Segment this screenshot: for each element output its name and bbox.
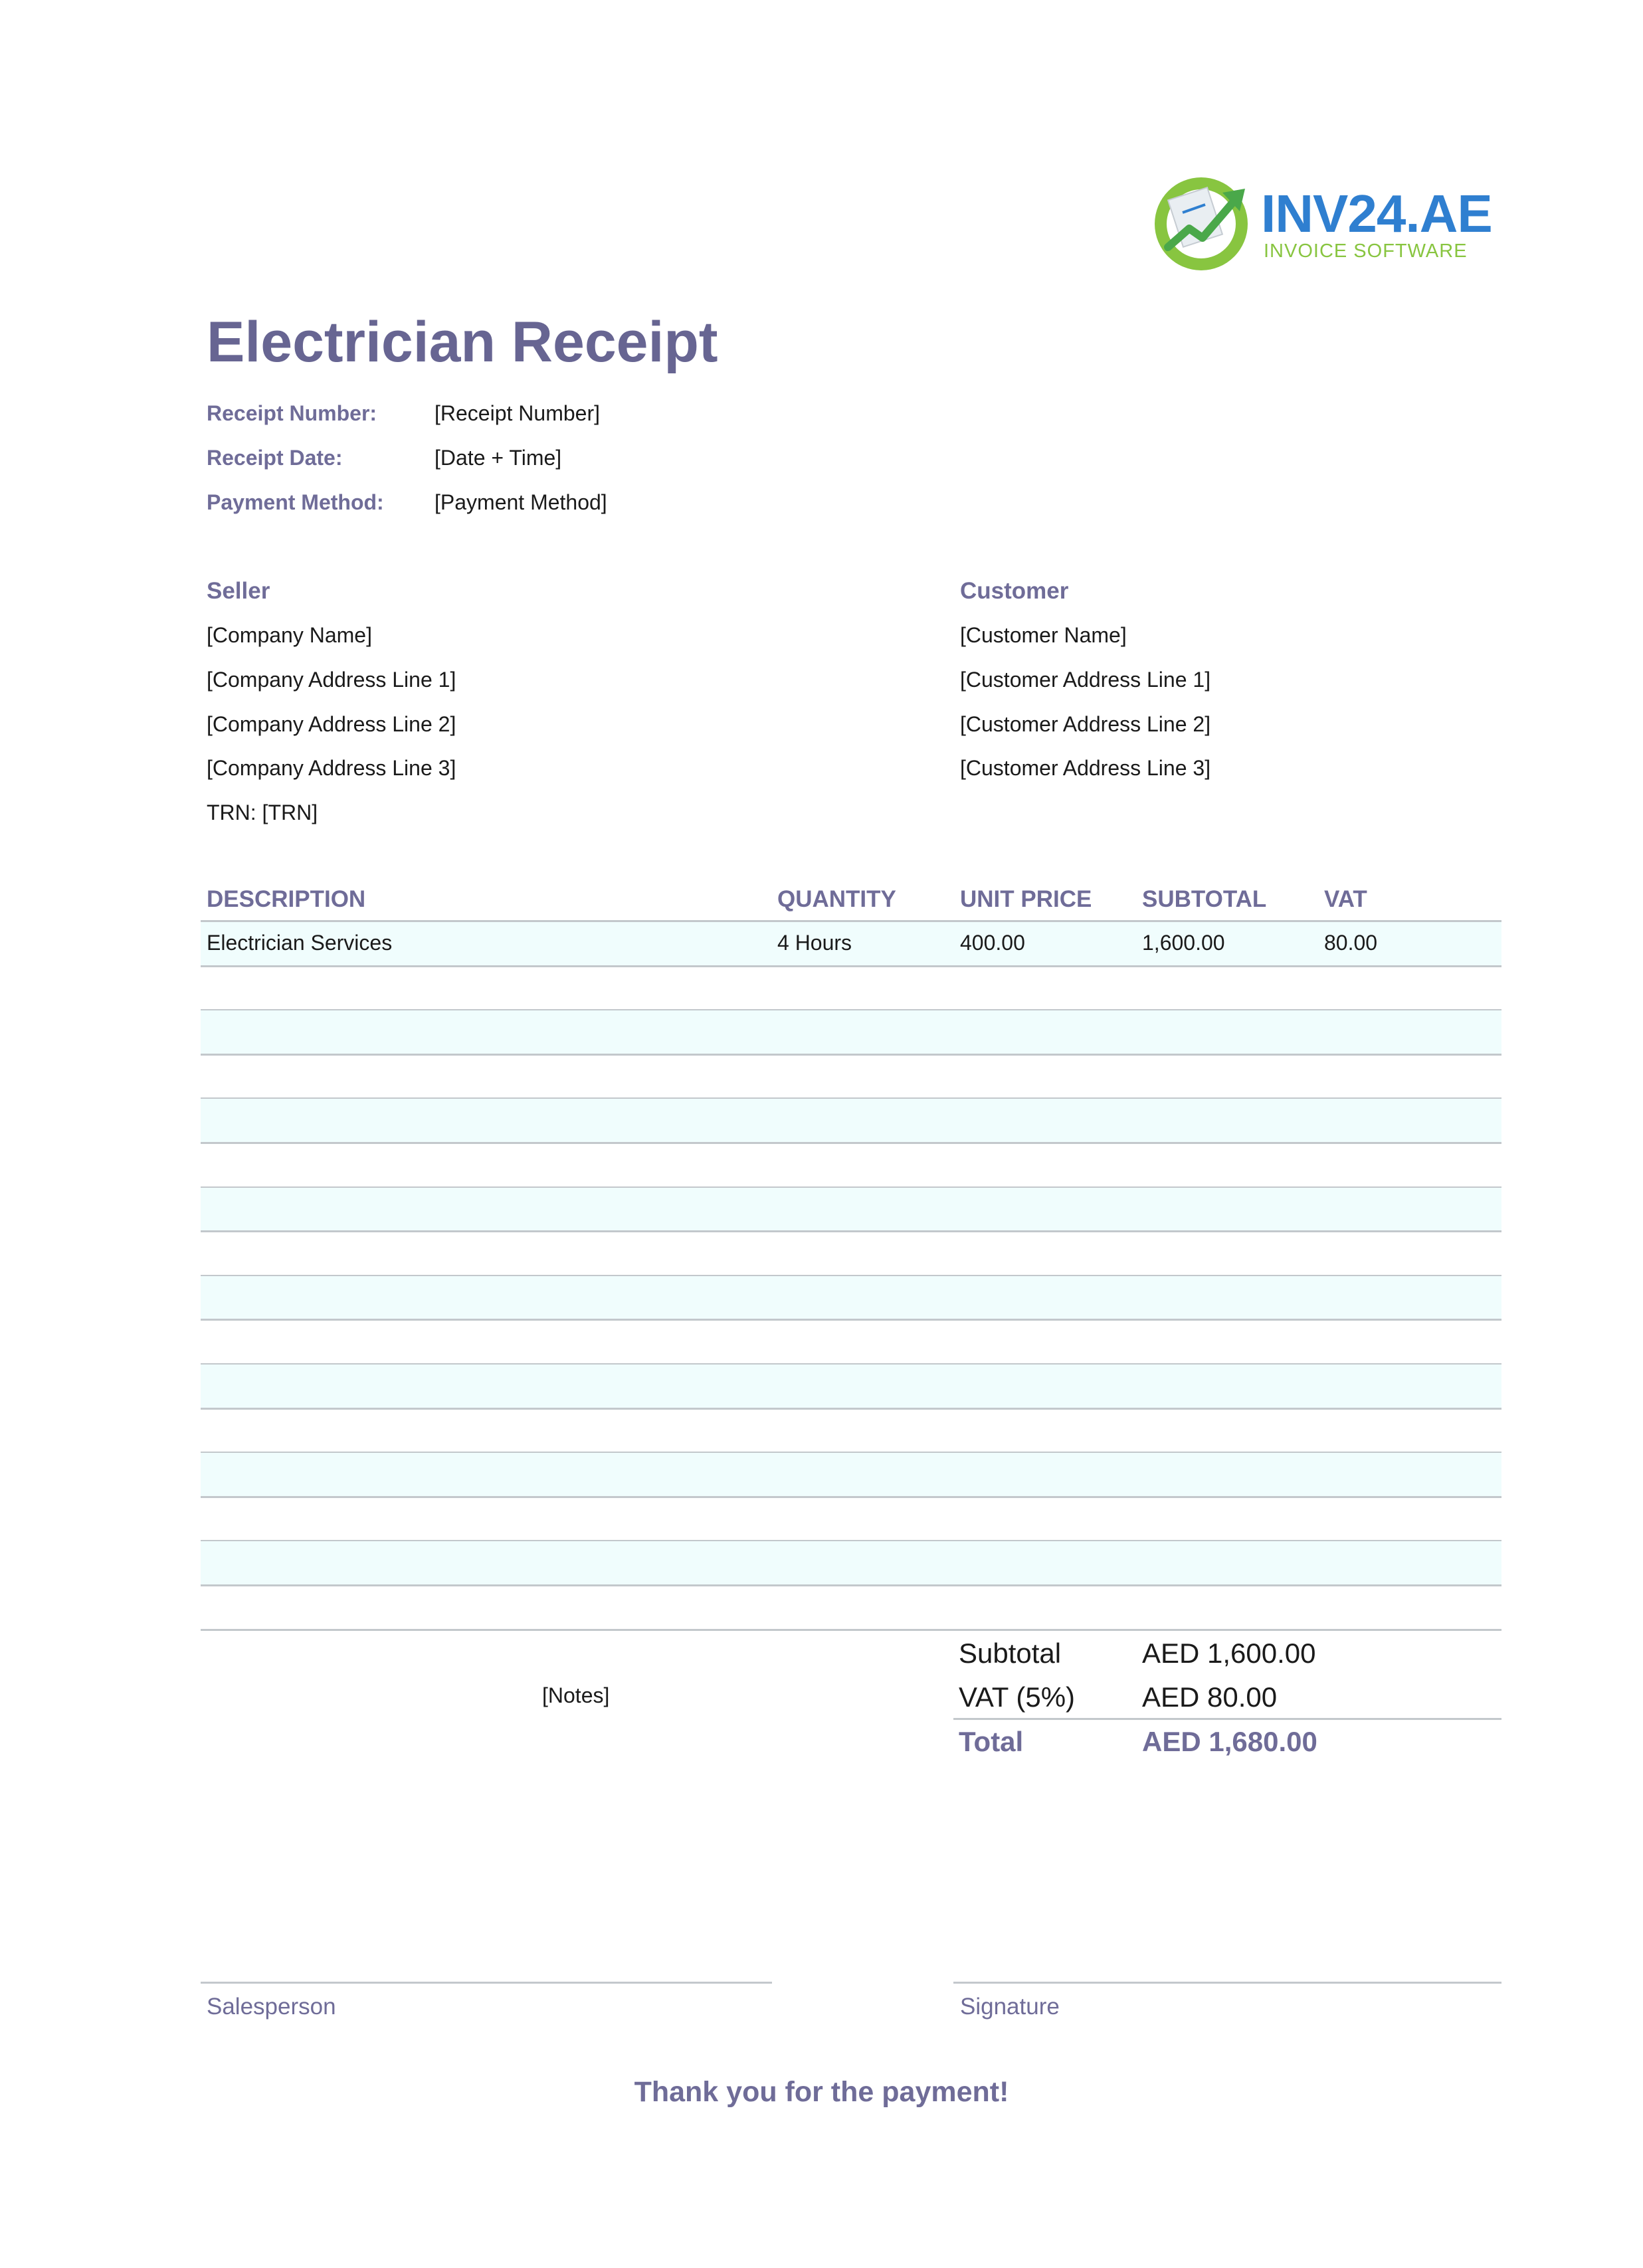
table-row xyxy=(201,1365,1501,1408)
cell-vat: 80.00 xyxy=(1324,931,1378,955)
receipt-date-value: [Date + Time] xyxy=(435,446,562,470)
totals-divider xyxy=(953,1718,1501,1720)
table-row-divider xyxy=(201,1054,1501,1056)
customer-line: [Customer Address Line 1] xyxy=(960,668,1211,692)
payment-method-value: [Payment Method] xyxy=(435,490,607,514)
table-row-divider xyxy=(201,1142,1501,1144)
customer-line: [Customer Name] xyxy=(960,623,1127,647)
table-row-divider xyxy=(201,1230,1501,1232)
col-header-unit-price: UNIT PRICE xyxy=(960,886,1092,912)
table-row xyxy=(201,1453,1501,1497)
vat-value: AED 80.00 xyxy=(1142,1681,1278,1713)
col-header-vat: VAT xyxy=(1324,886,1367,912)
table-row xyxy=(201,1541,1501,1585)
cell-description: Electrician Services xyxy=(207,931,393,955)
payment-method-label: Payment Method: xyxy=(207,490,384,514)
signature-label: Signature xyxy=(960,1994,1060,2020)
seller-trn: TRN: [TRN] xyxy=(207,801,318,824)
table-row xyxy=(201,1099,1501,1143)
customer-heading: Customer xyxy=(960,578,1069,604)
document-title: Electrician Receipt xyxy=(207,310,718,374)
col-header-description: DESCRIPTION xyxy=(207,886,366,912)
table-row xyxy=(201,1188,1501,1232)
table-row-divider xyxy=(201,1496,1501,1498)
cell-subtotal: 1,600.00 xyxy=(1142,931,1225,955)
cell-unit-price: 400.00 xyxy=(960,931,1025,955)
table-row-divider xyxy=(201,965,1501,967)
table-row-divider xyxy=(201,1629,1501,1631)
table-row xyxy=(201,1276,1501,1320)
salesperson-label: Salesperson xyxy=(207,1994,336,2020)
customer-line: [Customer Address Line 3] xyxy=(960,756,1211,780)
receipt-number-label: Receipt Number: xyxy=(207,401,377,425)
seller-line: [Company Address Line 2] xyxy=(207,712,456,736)
cell-quantity: 4 Hours xyxy=(777,931,852,955)
col-header-subtotal: SUBTOTAL xyxy=(1142,886,1267,912)
col-header-quantity: QUANTITY xyxy=(777,886,896,912)
receipt-number-value: [Receipt Number] xyxy=(435,401,600,425)
receipt-date-label: Receipt Date: xyxy=(207,446,343,470)
customer-line: [Customer Address Line 2] xyxy=(960,712,1211,736)
subtotal-label: Subtotal xyxy=(959,1638,1062,1669)
notes: [Notes] xyxy=(542,1683,610,1707)
table-row-divider xyxy=(201,1584,1501,1586)
table-row xyxy=(201,1010,1501,1054)
thank-you-message: Thank you for the payment! xyxy=(634,2076,1009,2108)
table-row-divider xyxy=(201,1408,1501,1410)
total-label: Total xyxy=(959,1726,1024,1757)
seller-line: [Company Name] xyxy=(207,623,372,647)
total-value: AED 1,680.00 xyxy=(1142,1726,1317,1757)
salesperson-line xyxy=(201,1982,772,1984)
logo-brand: INV24.AE xyxy=(1261,184,1492,243)
signature-line xyxy=(953,1982,1501,1984)
table-row-divider xyxy=(201,1319,1501,1321)
seller-heading: Seller xyxy=(207,578,270,604)
seller-line: [Company Address Line 1] xyxy=(207,668,456,692)
seller-line: [Company Address Line 3] xyxy=(207,756,456,780)
subtotal-value: AED 1,600.00 xyxy=(1142,1638,1316,1669)
logo-tagline: INVOICE SOFTWARE xyxy=(1264,240,1468,262)
vat-label: VAT (5%) xyxy=(959,1681,1076,1713)
